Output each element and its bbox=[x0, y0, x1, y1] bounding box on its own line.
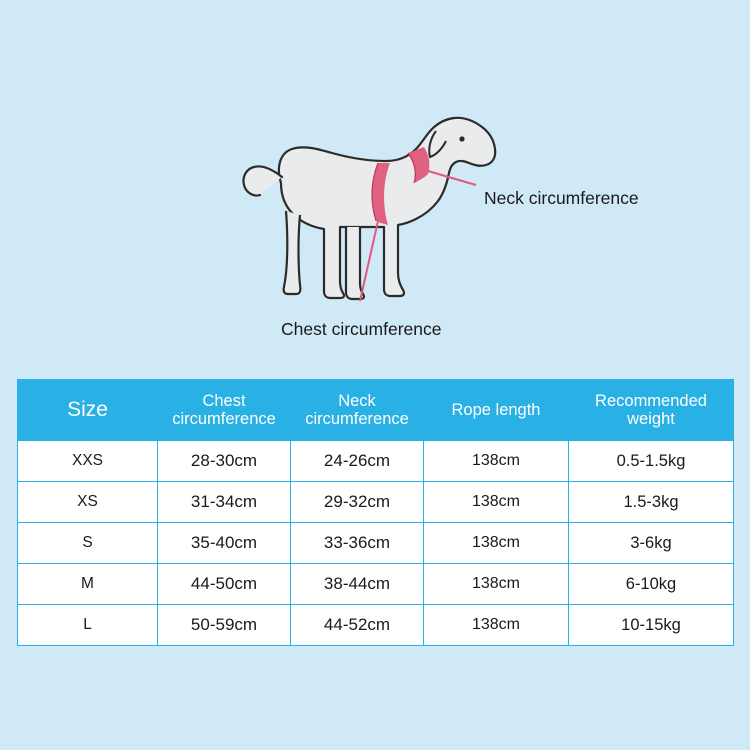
cell-size: L bbox=[18, 605, 158, 646]
cell-size: XXS bbox=[18, 441, 158, 482]
dog-silhouette-icon bbox=[240, 105, 540, 320]
cell-rope: 138cm bbox=[424, 564, 569, 605]
cell-chest: 35-40cm bbox=[158, 523, 291, 564]
chest-circumference-label: Chest circumference bbox=[281, 319, 442, 339]
table-row bbox=[18, 564, 734, 605]
cell-size: M bbox=[18, 564, 158, 605]
cell-rope: 138cm bbox=[424, 482, 569, 523]
cell-chest: 44-50cm bbox=[158, 564, 291, 605]
cell-weight: 0.5-1.5kg bbox=[569, 441, 734, 482]
chest-leader-line bbox=[360, 221, 378, 301]
cell-weight: 6-10kg bbox=[569, 564, 734, 605]
cell-weight: 10-15kg bbox=[569, 605, 734, 646]
header-chest-circumference: Chest circumference bbox=[158, 380, 291, 441]
size-chart-table bbox=[17, 379, 734, 646]
header-neck-circumference: Neck circumference bbox=[291, 380, 424, 441]
table-header-row bbox=[18, 380, 734, 441]
cell-size: XS bbox=[18, 482, 158, 523]
cell-chest: 31-34cm bbox=[158, 482, 291, 523]
cell-rope: 138cm bbox=[424, 605, 569, 646]
table-row bbox=[18, 441, 734, 482]
cell-rope: 138cm bbox=[424, 441, 569, 482]
header-rope-length: Rope length bbox=[424, 380, 569, 441]
header-recommended-weight: Recommended weight bbox=[569, 380, 734, 441]
cell-weight: 3-6kg bbox=[569, 523, 734, 564]
cell-weight: 1.5-3kg bbox=[569, 482, 734, 523]
cell-size: S bbox=[18, 523, 158, 564]
neck-circumference-label: Neck circumference bbox=[484, 188, 639, 208]
table-row bbox=[18, 523, 734, 564]
cell-rope: 138cm bbox=[424, 523, 569, 564]
cell-chest: 50-59cm bbox=[158, 605, 291, 646]
header-size: Size bbox=[18, 380, 158, 441]
table-row bbox=[18, 605, 734, 646]
cell-neck: 33-36cm bbox=[291, 523, 424, 564]
cell-chest: 28-30cm bbox=[158, 441, 291, 482]
cell-neck: 24-26cm bbox=[291, 441, 424, 482]
cell-neck: 38-44cm bbox=[291, 564, 424, 605]
cell-neck: 44-52cm bbox=[291, 605, 424, 646]
table-row bbox=[18, 482, 734, 523]
cell-neck: 29-32cm bbox=[291, 482, 424, 523]
